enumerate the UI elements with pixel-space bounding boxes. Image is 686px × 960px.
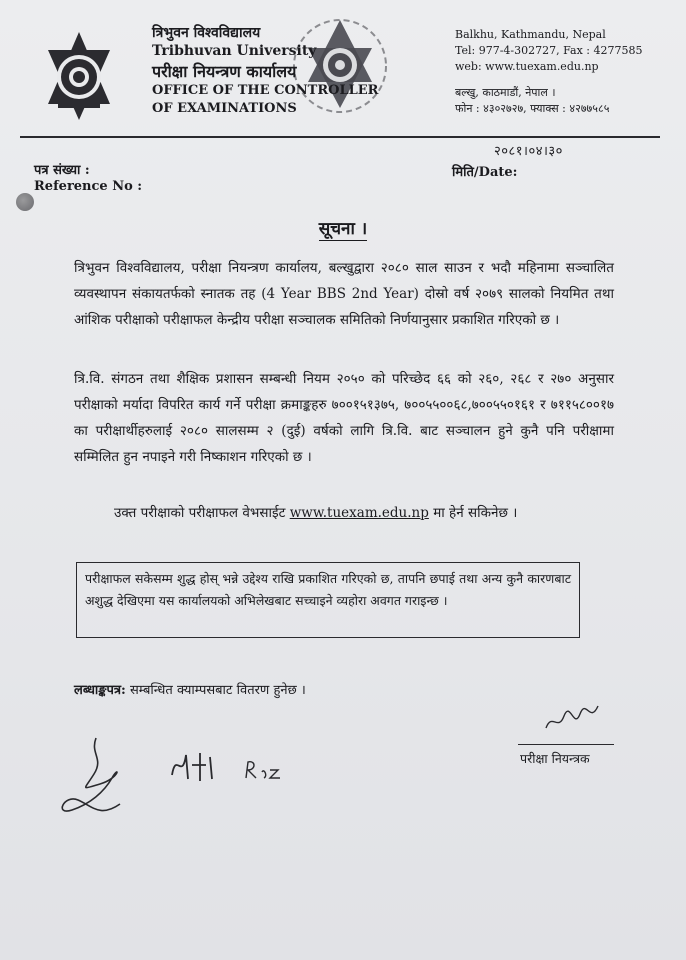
results-website-link[interactable]: www.tuexam.edu.np [289, 505, 429, 521]
distribution-note [74, 680, 306, 698]
controller-signature-icon [542, 702, 602, 738]
university-name-np: त्रिभुवन विश्वविद्यालय [152, 25, 261, 41]
signature-icon-3 [242, 758, 282, 782]
office-name-en-2: OF EXAMINATIONS [152, 101, 297, 116]
date-value: २०८१।०४।३० [494, 144, 563, 159]
letterhead-left [152, 24, 412, 118]
controller-title: परीक्षा नियन्त्रक [520, 751, 590, 766]
signature-line [518, 744, 614, 745]
website: web: www.tuexam.edu.np [455, 60, 599, 73]
notice-paragraph-2: त्रि.वि. संगठन तथा शैक्षिक प्रशासन सम्बन्धी नियम २०५० को परिच्छेद ६६ को २६०, २६८ र २७० अनुसार परीक्षाको मर्यादा विपरित कार्य गर्ने परीक्षा क्रमाङ्कहरु ७००१५१३७५, ७००५५००६८,७००५५०१६१ र ७११५८००१७ का परीक्षार्थीहरुलाई २०८० सालसम्म २ (दुई) वर्षको लागि त्रि.वि. बाट सञ्चालन हुने कुनै पनि परीक्षामा सम्मिलित हुन नपाइने गरी निष्काशन गरिएको छ । [74, 371, 614, 465]
punch-hole [16, 193, 34, 211]
address-en: Balkhu, Kathmandu, Nepal [455, 28, 606, 41]
distribution-label: लब्धाङ्कपत्र: [74, 683, 126, 698]
notice-paragraph-1: त्रिभुवन विश्वविद्यालय, परीक्षा नियन्त्रण कार्यालय, बल्खुद्वारा २०८० साल साउन र भदौ महिनामा सञ्चालित व्यवस्थापन संकायतर्फको स्नातक तह (4 Year BBS 2nd Year) दोस्रो वर्ष २०७९ सालको नियमित तथा आंशिक परीक्षाको परीक्षाफल केन्द्रीय परीक्षा सञ्चालक समितिको निर्णयानुसार प्रकाशित गरिएको छ । [74, 260, 614, 328]
patra-sankhya-label: पत्र संख्या : [34, 163, 90, 178]
address-np: बल्खु, काठमाडौं, नेपाल । [455, 86, 556, 99]
office-name-np: परीक्षा नियन्त्रण कार्यालय [152, 62, 297, 81]
signature-icon [60, 734, 140, 822]
office-name-en-1: OFFICE OF THE CONTROLLER [152, 83, 379, 98]
disclaimer-box: परीक्षाफल सकेसम्म शुद्ध होस् भन्ने उद्देश्य राखि प्रकाशित गरिएको छ, तापनि छपाई तथा अन्य कुनै कारणबाट अशुद्ध देखिएमा यस कार्यालयको अभिलेखबाट सच्चाइने व्यहोरा अवगत गराइन्छ । [76, 562, 580, 638]
notice-paragraph-3 [74, 500, 614, 526]
para3-prefix: उक्त परीक्षाको परीक्षाफल वेभसाईट [114, 505, 286, 521]
phone-np: फोन : ४३०२७२७, फ्याक्स : ४२७७५८५ [455, 102, 610, 115]
letterhead-contact [455, 27, 670, 117]
notice-title: सूचना । [318, 219, 368, 239]
date-label: मिति/Date: [452, 165, 518, 180]
tel-fax: Tel: 977-4-302727, Fax : 4277585 [455, 44, 643, 57]
signature-icon-2 [166, 745, 218, 785]
tu-logo-icon [38, 30, 120, 122]
para3-suffix: मा हेर्न सकिनेछ । [433, 505, 518, 521]
university-name-en: Tribhuvan University [152, 43, 317, 59]
distribution-text: सम्बन्धित क्याम्पसबाट वितरण हुनेछ । [130, 683, 306, 698]
reference-no-label: Reference No : [34, 179, 143, 194]
header-divider [20, 136, 660, 138]
